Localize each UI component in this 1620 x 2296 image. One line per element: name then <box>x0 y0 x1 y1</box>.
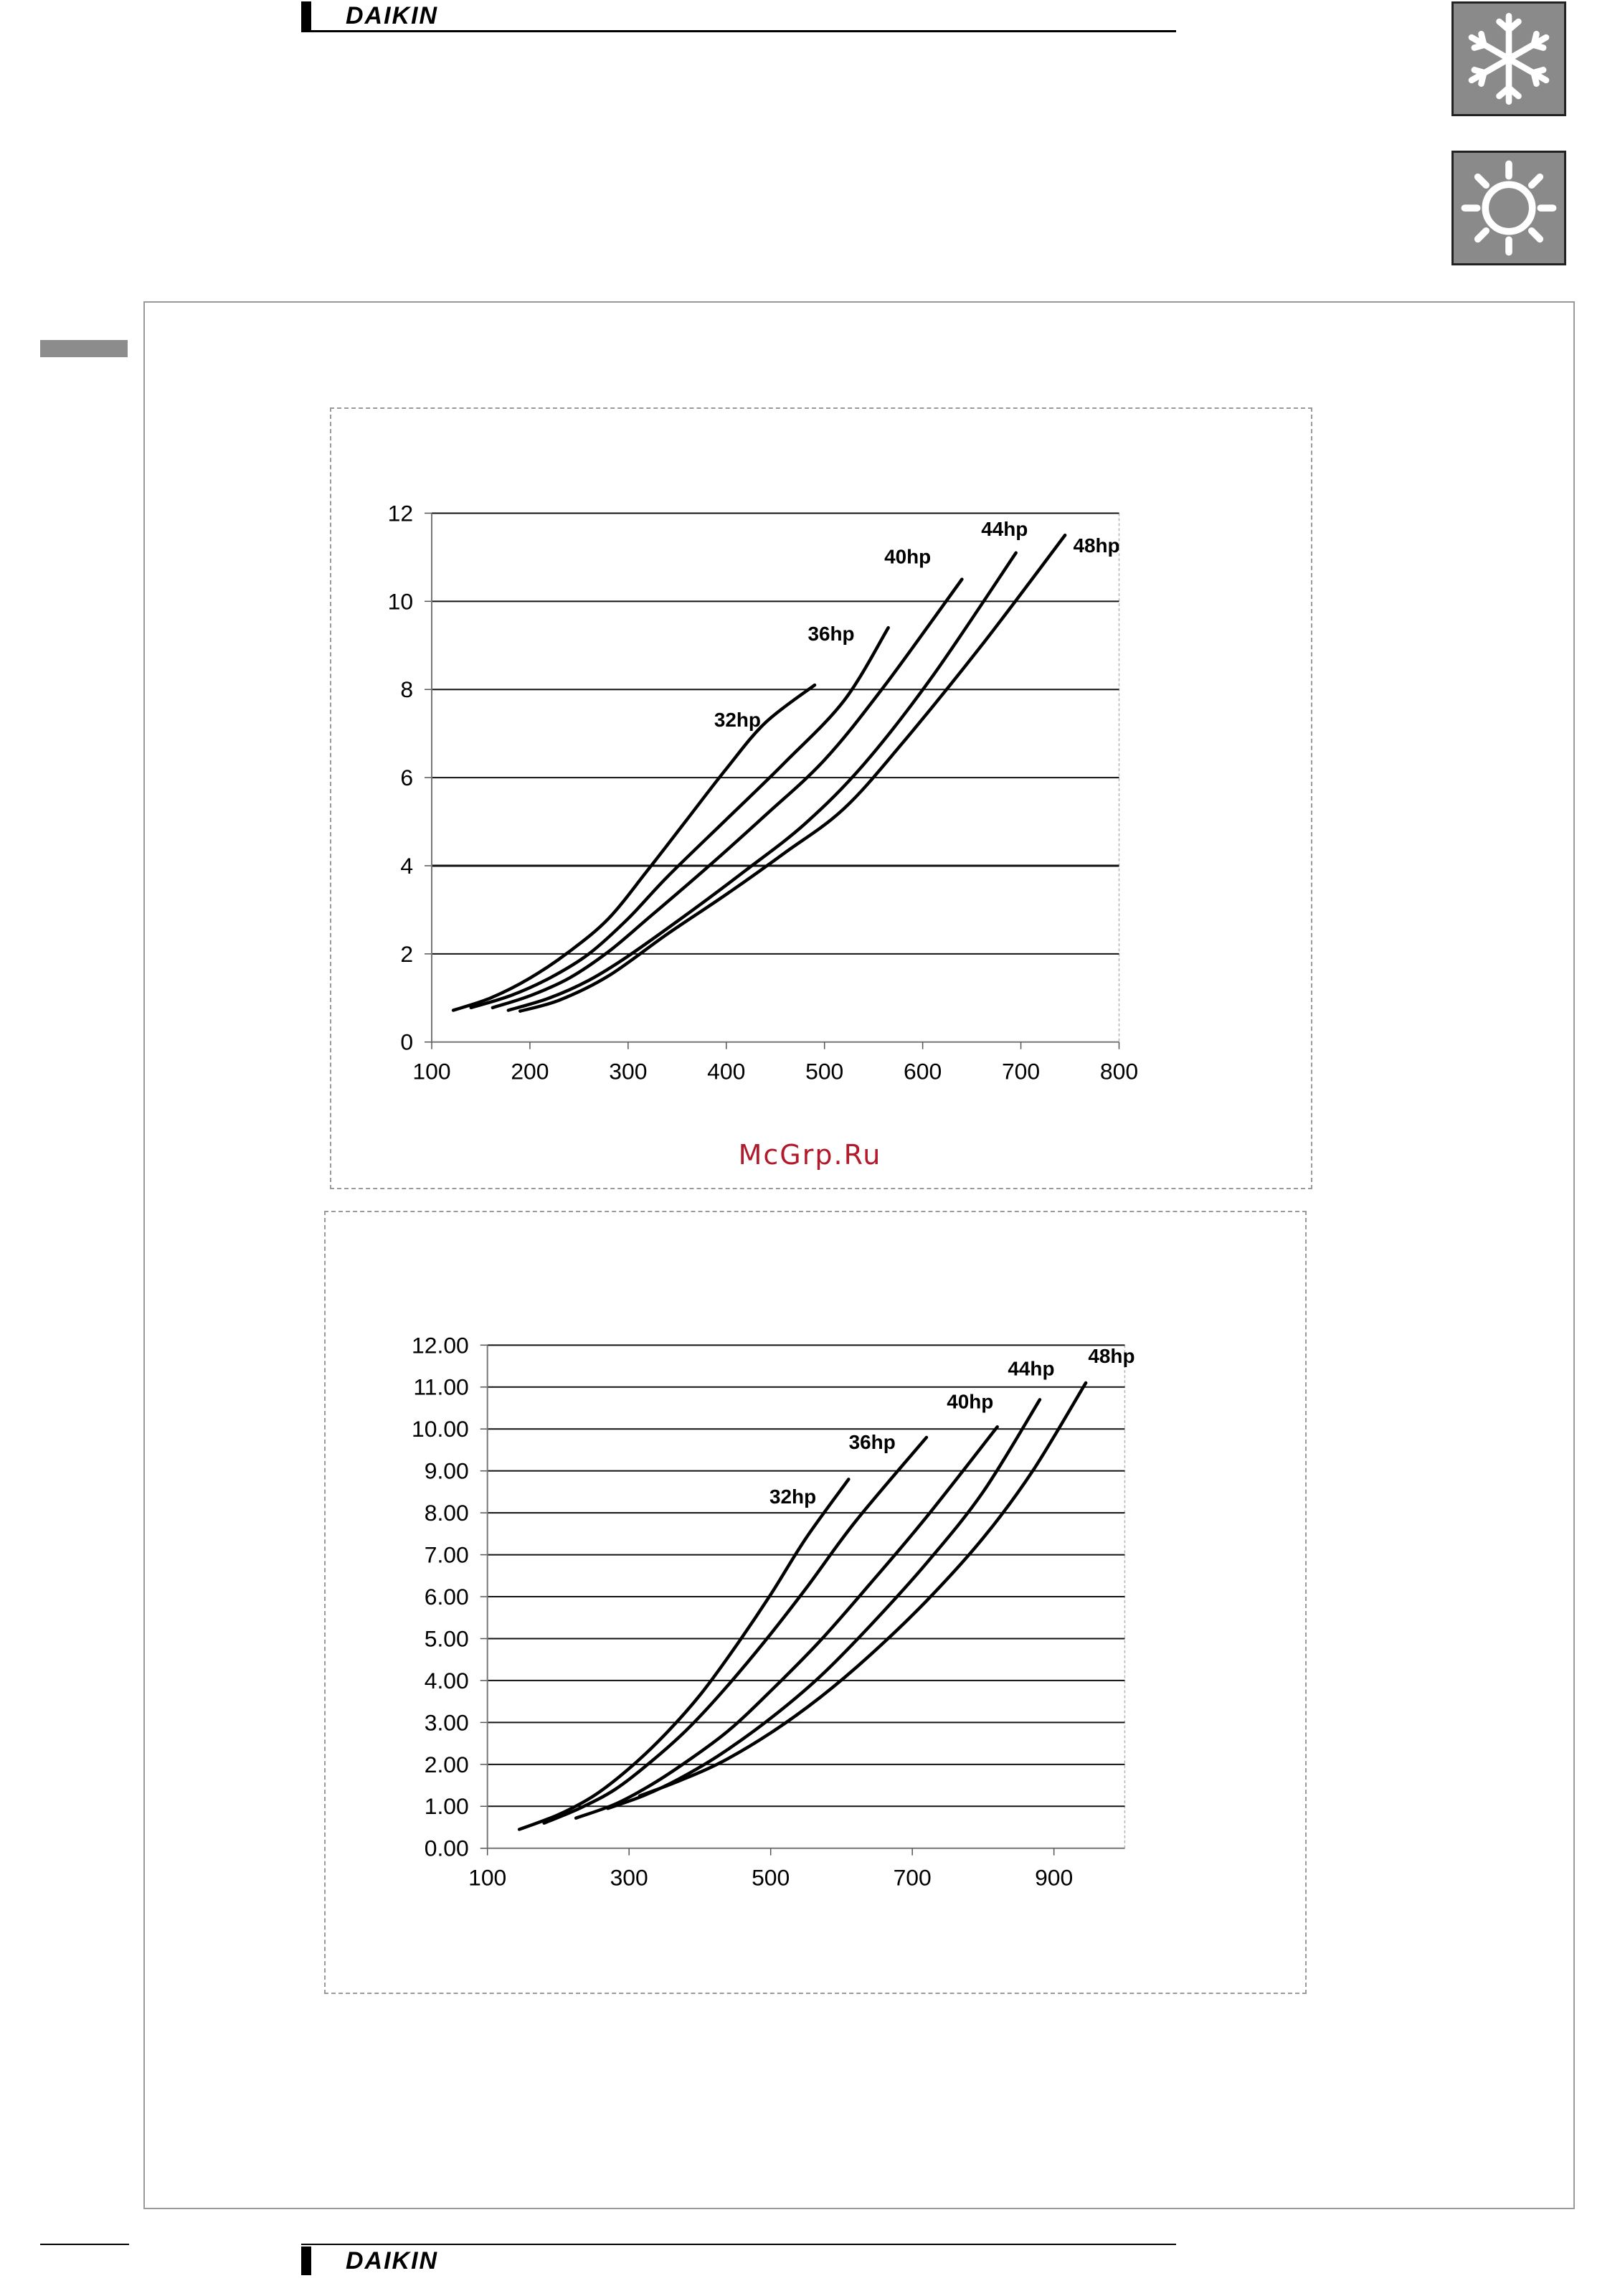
chart-2-series-44hp <box>608 1399 1040 1808</box>
chart-2-y-tick-label: 8.00 <box>424 1500 469 1526</box>
chart-2-y-tick-label: 10.00 <box>412 1416 469 1442</box>
chart-1-series-32hp <box>453 685 815 1010</box>
sun-icon <box>1451 151 1566 265</box>
header-brand <box>301 1 438 30</box>
chart-2 <box>326 1212 1305 1993</box>
chart-1-x-tick-label: 700 <box>1001 1058 1041 1085</box>
watermark: McGrp.Ru <box>738 1139 882 1171</box>
chart-1-y-tick-label: 2 <box>400 940 414 967</box>
chart-2-series-label-36hp: 36hp <box>848 1430 896 1453</box>
chart-2-x-tick-label: 300 <box>610 1864 648 1891</box>
chart-1-y-tick-label: 0 <box>400 1029 414 1055</box>
section-tab <box>40 340 128 357</box>
chart-1-series-label-40hp: 40hp <box>884 545 932 568</box>
chart-1-x-tick-label: 300 <box>609 1058 648 1085</box>
chart-2-series-label-48hp: 48hp <box>1088 1345 1135 1368</box>
chart-2-x-tick-label: 700 <box>893 1864 932 1891</box>
footer-brand-bar <box>301 2247 311 2275</box>
chart-1-y-tick-label: 6 <box>400 765 414 791</box>
chart-2-x-tick-label: 500 <box>752 1864 790 1891</box>
chart-1-series-label-44hp: 44hp <box>981 517 1028 540</box>
chart-2-series-label-44hp: 44hp <box>1008 1357 1055 1380</box>
chart-2-x-tick-label: 900 <box>1035 1864 1074 1891</box>
chart-2-y-tick-label: 3.00 <box>424 1709 469 1736</box>
chart-1-y-tick-label: 12 <box>387 500 414 526</box>
chart-2-series-label-40hp: 40hp <box>947 1390 994 1413</box>
chart-2-y-tick-label: 1.00 <box>424 1793 469 1820</box>
chart-1-y-tick-label: 10 <box>387 588 414 615</box>
chart-1-series-label-36hp: 36hp <box>807 623 855 646</box>
footer-brand <box>301 2247 438 2275</box>
chart-2-y-tick-label: 0.00 <box>424 1835 469 1861</box>
header-brand-logo: DAIKIN <box>346 1 439 29</box>
chart-1-x-tick-label: 400 <box>707 1058 746 1085</box>
chart-1-x-tick-label: 100 <box>412 1058 451 1085</box>
chart-1-x-tick-label: 600 <box>904 1058 942 1085</box>
chart-2-x-tick-label: 100 <box>468 1864 507 1891</box>
chart-2-series-36hp <box>544 1437 927 1823</box>
chart-2-y-tick-label: 6.00 <box>424 1583 469 1610</box>
chart-2-y-tick-label: 2.00 <box>424 1751 469 1777</box>
chart-2-series-label-32hp: 32hp <box>769 1485 817 1508</box>
header-brand-bar <box>301 1 311 30</box>
chart-1-x-tick-label: 500 <box>805 1058 844 1085</box>
chart-1-x-tick-label: 200 <box>511 1058 549 1085</box>
chart-1-y-tick-label: 8 <box>400 676 414 703</box>
chart-1-series-label-32hp: 32hp <box>714 708 761 731</box>
snowflake-icon <box>1451 1 1566 116</box>
chart-1-series-label-48hp: 48hp <box>1073 534 1120 557</box>
chart-2-y-tick-label: 9.00 <box>424 1458 469 1484</box>
chart-2-y-tick-label: 7.00 <box>424 1541 469 1568</box>
chart-2-y-tick-label: 11.00 <box>413 1374 469 1400</box>
footer-left-rule <box>40 2244 129 2245</box>
chart-1-series-40hp <box>493 580 962 1008</box>
chart-2-y-tick-label: 5.00 <box>424 1625 469 1652</box>
footer-rule <box>301 2244 1176 2245</box>
chart-2-y-tick-label: 12.00 <box>412 1332 469 1359</box>
header-rule <box>301 30 1176 32</box>
chart-1-box <box>330 407 1312 1189</box>
chart-1-x-tick-label: 800 <box>1099 1058 1139 1085</box>
chart-2-box <box>324 1211 1307 1994</box>
chart-1-series-48hp <box>520 535 1065 1011</box>
chart-1-y-tick-label: 4 <box>400 852 414 879</box>
chart-2-y-tick-label: 4.00 <box>424 1667 469 1693</box>
chart-1 <box>331 409 1311 1188</box>
chart-1-series-36hp <box>471 628 889 1008</box>
footer-brand-logo: DAIKIN <box>346 2247 439 2274</box>
